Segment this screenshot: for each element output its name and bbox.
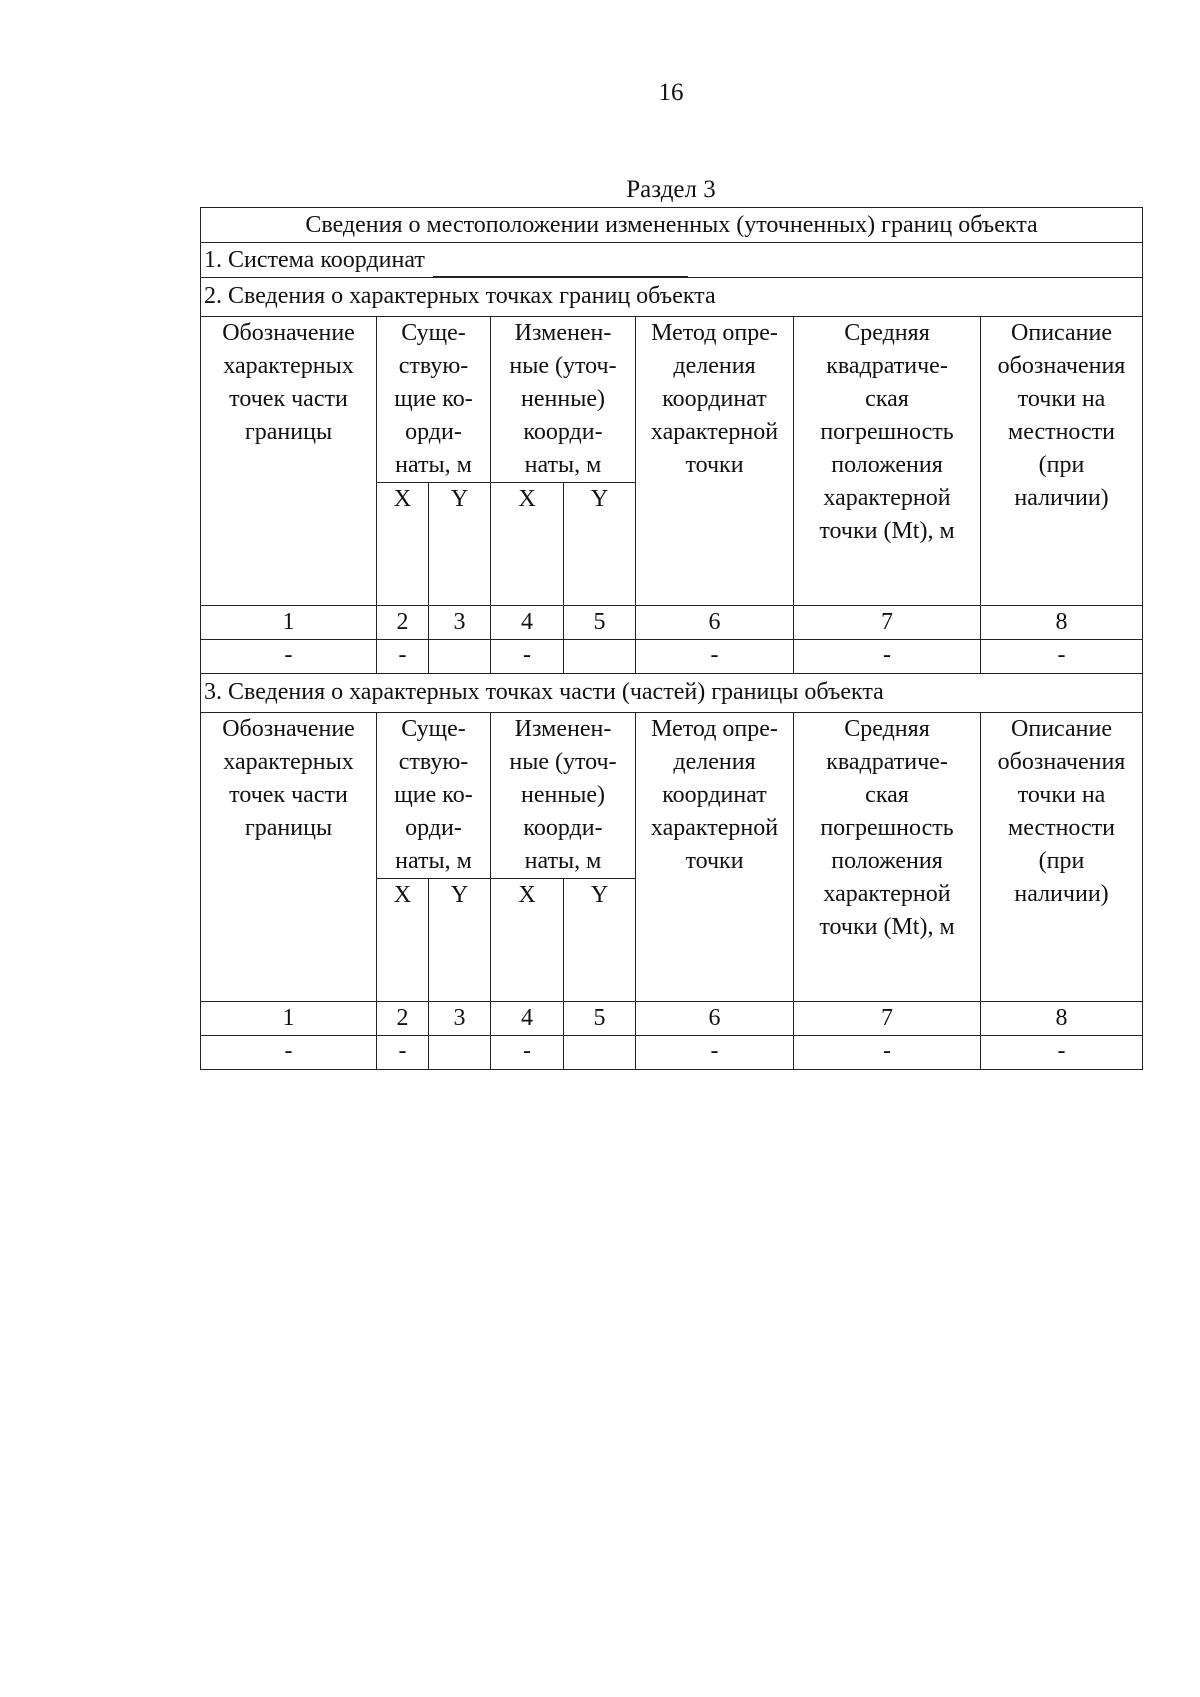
column-number: 7: [794, 606, 981, 640]
header-designation: Обозначение характерных точек части границы: [201, 317, 377, 606]
subheader-x: X: [491, 483, 564, 606]
subheader-y: Y: [429, 483, 491, 606]
section-title: Раздел 3: [626, 176, 716, 203]
header-changed-coords: Изменен- ные (уточ- ненные) коорди- наты, м: [491, 713, 636, 879]
table-cell: -: [981, 640, 1143, 674]
column-number: 2: [377, 606, 429, 640]
column-number: 2: [377, 1002, 429, 1036]
subheader-y: Y: [429, 879, 491, 1002]
column-number: 7: [794, 1002, 981, 1036]
table-cell: -: [201, 640, 377, 674]
column-number: 4: [491, 606, 564, 640]
table-cell: -: [794, 1036, 981, 1070]
column-number: 1: [201, 1002, 377, 1036]
boundary-info-table: [200, 207, 1143, 1070]
subheader-y: Y: [564, 879, 636, 1002]
header-method: Метод опре- деления координат характерной точки: [636, 317, 794, 606]
block-heading: 2. Сведения о характерных точках границ объекта: [201, 278, 1143, 317]
table-cell: -: [636, 1036, 794, 1070]
table-cell: -: [636, 640, 794, 674]
table-cell: [564, 640, 636, 674]
table-cell: -: [491, 1036, 564, 1070]
table-cell: -: [794, 640, 981, 674]
table-cell: -: [377, 1036, 429, 1070]
page-number: 16: [658, 79, 684, 106]
column-number: 8: [981, 1002, 1143, 1036]
block-heading: 3. Сведения о характерных точках части (частей) границы объекта: [201, 674, 1143, 713]
header-method: Метод опре- деления координат характерной точки: [636, 713, 794, 1002]
column-number: 5: [564, 1002, 636, 1036]
coordinate-system-blank: [433, 251, 688, 277]
header-mean-error: Средняя квадратиче- ская погрешность положения характерной точки (Mt), м: [794, 713, 981, 1002]
column-number: 3: [429, 606, 491, 640]
subheader-y: Y: [564, 483, 636, 606]
column-number: 3: [429, 1002, 491, 1036]
column-number: 8: [981, 606, 1143, 640]
table-cell: -: [491, 640, 564, 674]
header-mean-error: Средняя квадратиче- ская погрешность положения характерной точки (Mt), м: [794, 317, 981, 606]
column-number: 6: [636, 606, 794, 640]
subheader-x: X: [377, 879, 429, 1002]
coordinate-system-row: [201, 243, 1143, 278]
header-changed-coords: Изменен- ные (уточ- ненные) коорди- наты, м: [491, 317, 636, 483]
column-number: 1: [201, 606, 377, 640]
header-description: Описание обозначения точки на местности (при наличии): [981, 713, 1143, 1002]
subheader-x: X: [491, 879, 564, 1002]
header-designation: Обозначение характерных точек части границы: [201, 713, 377, 1002]
column-number: 4: [491, 1002, 564, 1036]
table-cell: -: [201, 1036, 377, 1070]
subheader-x: X: [377, 483, 429, 606]
header-existing-coords: Суще- ствую- щие ко- орди- наты, м: [377, 713, 491, 879]
header-description: Описание обозначения точки на местности (при наличии): [981, 317, 1143, 606]
column-number: 6: [636, 1002, 794, 1036]
table-cell: -: [377, 640, 429, 674]
coordinate-system-label: 1. Система координат: [204, 247, 425, 273]
table-title: Сведения о местоположении измененных (уточненных) границ объекта: [201, 208, 1143, 243]
table-cell: [429, 1036, 491, 1070]
table-cell: [429, 640, 491, 674]
header-existing-coords: Суще- ствую- щие ко- орди- наты, м: [377, 317, 491, 483]
table-cell: [564, 1036, 636, 1070]
column-number: 5: [564, 606, 636, 640]
table-cell: -: [981, 1036, 1143, 1070]
